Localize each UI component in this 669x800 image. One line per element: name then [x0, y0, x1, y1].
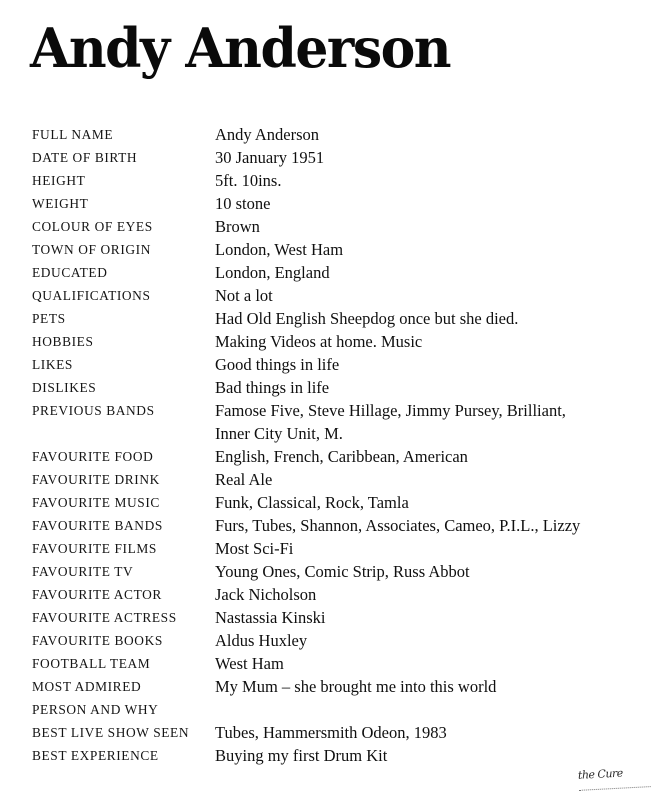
fact-value: Buying my first Drum Kit [215, 746, 388, 765]
fact-value: My Mum – she brought me into this world [215, 677, 497, 696]
fact-label: WEIGHT [32, 196, 89, 211]
fact-row [32, 721, 662, 744]
fact-label: QUALIFICATIONS [32, 288, 151, 303]
fact-label: FOOTBALL TEAM [32, 656, 151, 671]
fact-row [32, 537, 662, 560]
fact-value: Jack Nicholson [215, 585, 317, 604]
fact-value: West Ham [215, 654, 284, 673]
fact-row [32, 583, 662, 606]
fact-row [32, 192, 662, 215]
fact-value: 5ft. 10ins. [215, 171, 282, 190]
fact-value: Famose Five, Steve Hillage, Jimmy Pursey, Brilliant, Inner City Unit, M. [215, 401, 566, 443]
fact-label: FAVOURITE BOOKS [32, 633, 163, 648]
fact-label: FAVOURITE DRINK [32, 472, 160, 487]
fact-row [32, 629, 662, 652]
fact-label: FAVOURITE FILMS [32, 541, 157, 556]
fact-row [32, 514, 662, 537]
fact-label: HEIGHT [32, 173, 86, 188]
fact-value: Aldus Huxley [215, 631, 308, 650]
fact-value: 10 stone [215, 194, 271, 213]
fact-row [32, 744, 662, 767]
fact-value: Young Ones, Comic Strip, Russ Abbot [215, 562, 470, 581]
band-logo: the Cure [577, 758, 650, 791]
fact-label: EDUCATED [32, 265, 108, 280]
fact-value: Good things in life [215, 355, 340, 374]
fact-label: TOWN OF ORIGIN [32, 242, 151, 257]
fact-label: COLOUR OF EYES [32, 219, 153, 234]
fact-label: FAVOURITE ACTOR [32, 587, 162, 602]
fact-row [32, 307, 662, 330]
fact-label: FAVOURITE BANDS [32, 518, 163, 533]
fact-row [32, 261, 662, 284]
fact-value: Funk, Classical, Rock, Tamla [215, 493, 409, 512]
fact-row [32, 606, 662, 629]
fact-sheet [32, 123, 662, 767]
fact-value: English, French, Caribbean, American [215, 447, 468, 466]
fact-label: PETS [32, 311, 66, 326]
fact-label: BEST LIVE SHOW SEEN [32, 725, 190, 740]
fact-label: DISLIKES [32, 380, 97, 395]
fact-row [32, 399, 662, 445]
fact-value: London, West Ham [215, 240, 344, 259]
fact-row [32, 238, 662, 261]
fact-row [32, 376, 662, 399]
fact-label: LIKES [32, 357, 73, 372]
fact-label: BEST EXPERIENCE [32, 748, 159, 763]
fact-label: HOBBIES [32, 334, 94, 349]
fact-value: Had Old English Sheepdog once but she died. [215, 309, 519, 328]
fact-row [32, 146, 662, 169]
fact-value: Real Ale [215, 470, 273, 489]
fact-row [32, 123, 662, 146]
fact-row [32, 468, 662, 491]
fact-row [32, 560, 662, 583]
fact-value: Furs, Tubes, Shannon, Associates, Cameo, P.I.L., Lizzy [215, 516, 581, 535]
fact-row [32, 675, 662, 721]
fact-row [32, 491, 662, 514]
fact-label: FULL NAME [32, 127, 114, 142]
fact-value: Bad things in life [215, 378, 330, 397]
fact-value: Brown [215, 217, 260, 236]
fact-value: 30 January 1951 [215, 148, 325, 167]
fact-label: PREVIOUS BANDS [32, 403, 155, 418]
fact-label: FAVOURITE ACTRESS [32, 610, 177, 625]
fact-value: Not a lot [215, 286, 273, 305]
fact-value: Tubes, Hammersmith Odeon, 1983 [215, 723, 447, 742]
fact-row [32, 169, 662, 192]
fact-label: FAVOURITE TV [32, 564, 134, 579]
fact-value: Most Sci-Fi [215, 539, 294, 558]
fact-row [32, 652, 662, 675]
fact-row [32, 445, 662, 468]
fact-label: FAVOURITE MUSIC [32, 495, 160, 510]
fact-label: FAVOURITE FOOD [32, 449, 154, 464]
fact-label: MOST ADMIRED PERSON AND WHY [32, 679, 159, 717]
fact-value: London, England [215, 263, 330, 282]
fact-value: Nastassia Kinski [215, 608, 326, 627]
fact-value: Andy Anderson [215, 125, 320, 144]
fact-row [32, 353, 662, 376]
fact-row [32, 284, 662, 307]
fact-row [32, 215, 662, 238]
fact-row [32, 330, 662, 353]
page-title: Andy Anderson [30, 16, 451, 81]
fact-label: DATE OF BIRTH [32, 150, 138, 165]
fact-value: Making Videos at home. Music [215, 332, 423, 351]
